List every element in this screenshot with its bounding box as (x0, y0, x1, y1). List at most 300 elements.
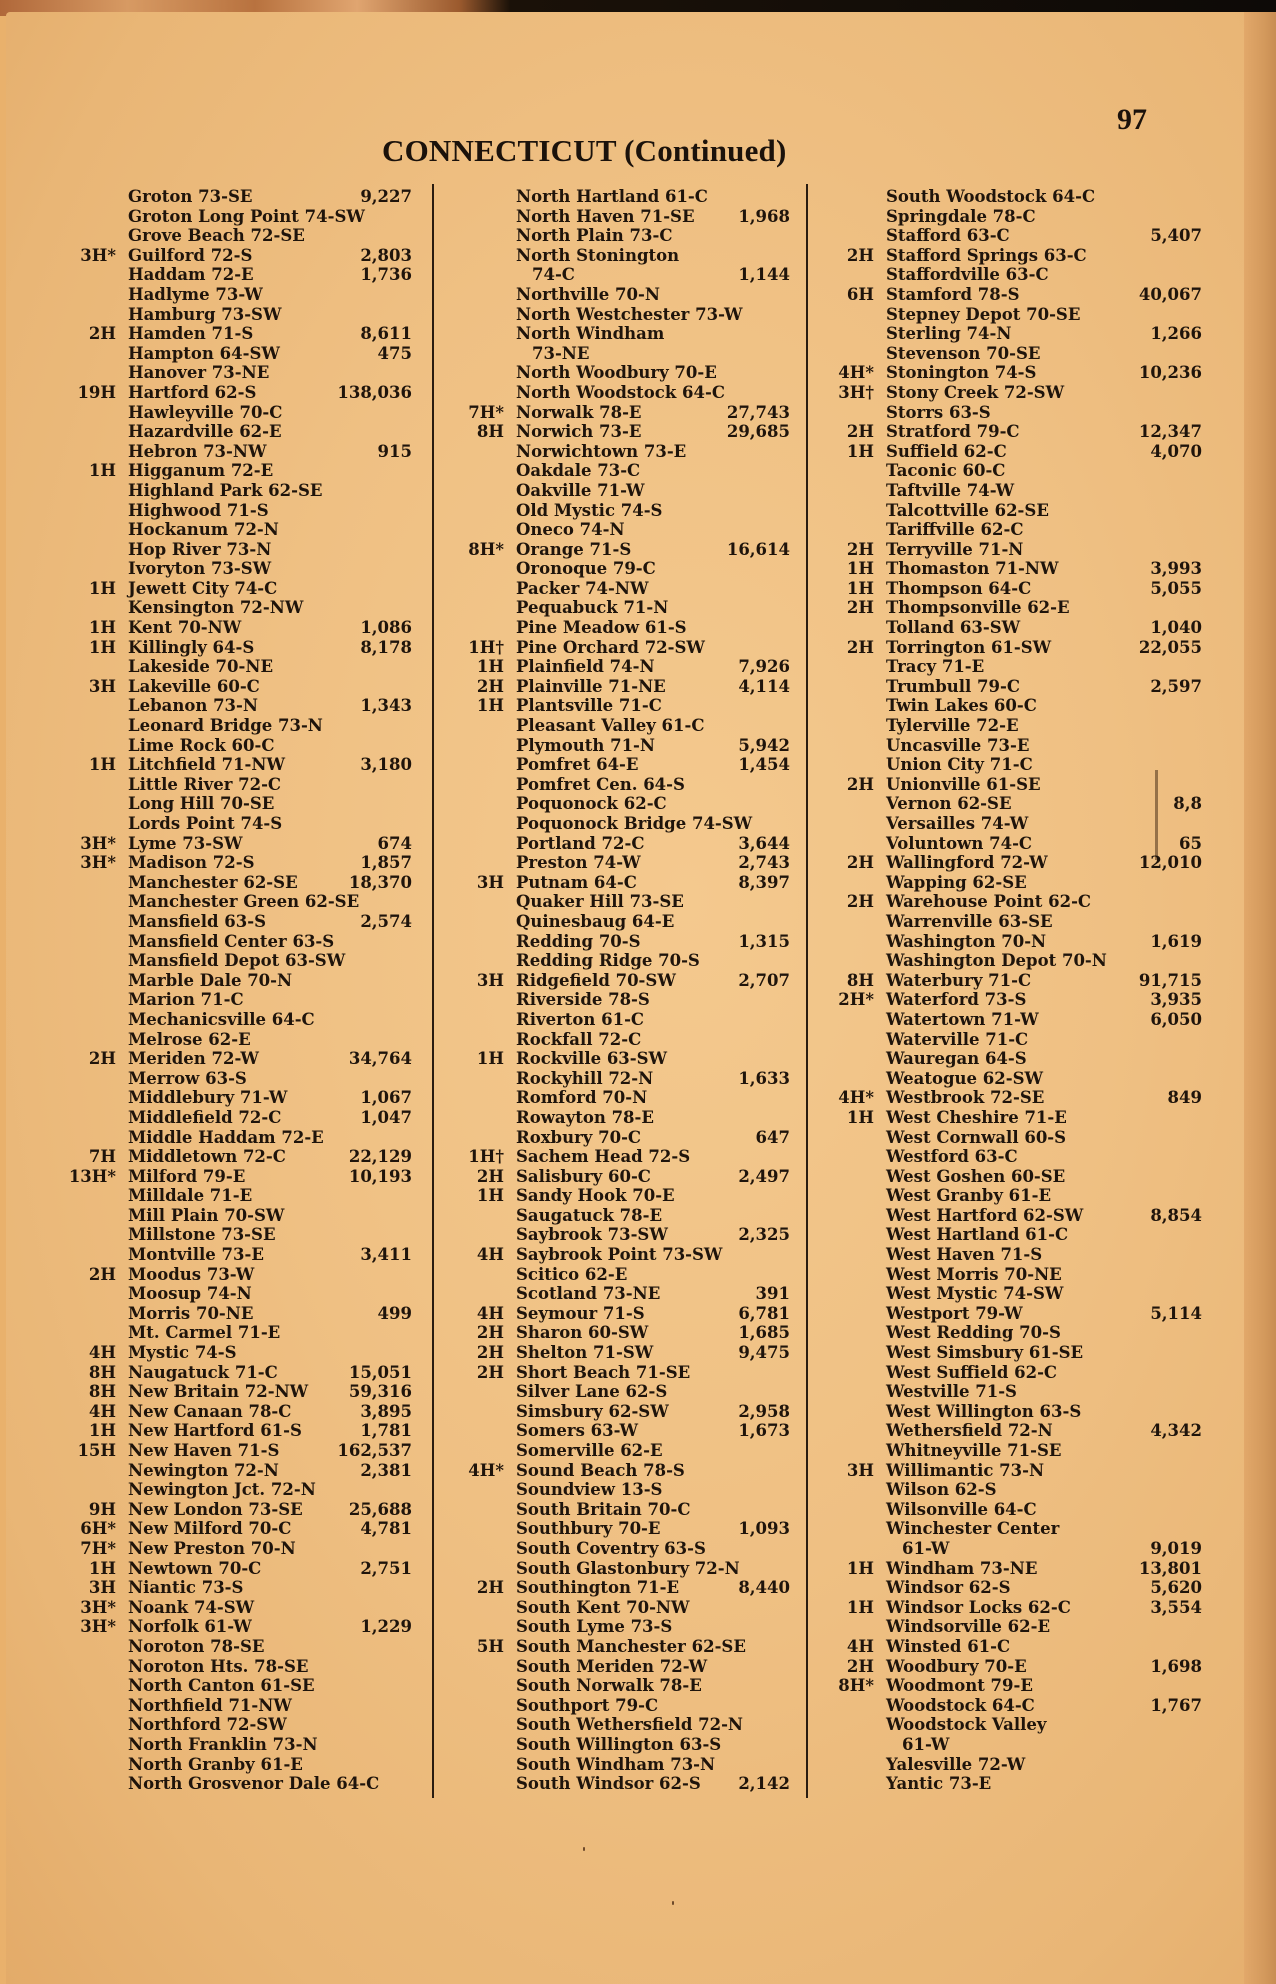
gazetteer-entry (60, 481, 428, 501)
place-name-and-map-key: Scotland 73-NE (516, 1284, 661, 1304)
place-name-and-map-key: Oronoque 79-C (516, 559, 656, 579)
gazetteer-entry (448, 1382, 804, 1402)
gazetteer-entry (60, 1735, 428, 1755)
population: 25,688 (348, 1499, 412, 1519)
place-name-and-map-key: West Goshen 60-SE (886, 1166, 1066, 1186)
gazetteer-entry (818, 1363, 1216, 1383)
gazetteer-entry (818, 481, 1216, 501)
gazetteer-entry (60, 1480, 428, 1500)
place-name-and-map-key: Millstone 73-SE (128, 1225, 276, 1245)
population: 9,019 (1150, 1538, 1202, 1558)
hotel-count-mark: 1H† (468, 1147, 504, 1167)
gazetteer-entry (818, 1343, 1216, 1363)
gazetteer-entry (818, 1480, 1216, 1500)
gazetteer-entry (60, 187, 428, 207)
place-name-and-map-key: Putnam 64-C (516, 872, 637, 892)
place-name-and-map-key: South Meriden 72-W (516, 1656, 708, 1676)
gazetteer-entry (818, 207, 1216, 227)
gazetteer-entry (818, 1225, 1216, 1245)
place-name-and-map-key: North Canton 61-SE (128, 1676, 315, 1696)
gazetteer-entry (818, 598, 1216, 618)
hotel-count-mark: 2H (846, 422, 874, 442)
place-name-and-map-key: Lyme 73-SW (128, 833, 243, 853)
place-name-and-map-key: Kensington 72-NW (128, 598, 304, 618)
gazetteer-entry (448, 1265, 804, 1285)
place-name-and-map-key: North Woodbury 70-E (516, 363, 717, 383)
place-name-and-map-key: Taftville 74-W (886, 480, 1015, 500)
hotel-count-mark: 4H* (468, 1460, 504, 1480)
hotel-count-mark: 1H (476, 696, 504, 716)
gazetteer-entry (448, 834, 804, 854)
gazetteer-entry (818, 1519, 1216, 1539)
gazetteer-entry (448, 1755, 804, 1775)
gazetteer-entry (818, 1049, 1216, 1069)
gazetteer-entry (818, 677, 1216, 697)
population: 12,010 (1138, 853, 1202, 873)
place-name-and-map-key: Newtown 70-C (128, 1558, 262, 1578)
population: 5,942 (738, 735, 790, 755)
place-name-and-map-key: Warrenville 63-SE (886, 911, 1053, 931)
population: 8,397 (738, 872, 790, 892)
population: 1,229 (360, 1617, 412, 1637)
column-divider (432, 184, 434, 1798)
hotel-count-mark: 15H (77, 1441, 116, 1460)
gazetteer-entry (818, 912, 1216, 932)
population: 2,142 (738, 1774, 790, 1794)
gazetteer-entry (448, 1715, 804, 1735)
place-name-and-map-key: Quaker Hill 73-SE (516, 892, 684, 912)
place-name-and-map-key: Romford 70-N (516, 1088, 648, 1108)
gazetteer-entry (60, 1323, 428, 1343)
place-name-and-map-key: Hebron 73-NW (128, 441, 267, 461)
place-name-and-map-key: Saybrook 73-SW (516, 1225, 668, 1245)
gazetteer-entry (60, 559, 428, 579)
gazetteer-entry (60, 1500, 428, 1520)
hotel-count-mark: 6H (846, 284, 874, 304)
place-name-and-map-key: Middletown 72-C (128, 1147, 286, 1167)
hotel-count-mark: 2H (476, 676, 504, 696)
gazetteer-entry (448, 971, 804, 991)
place-name-and-map-key: Suffield 62-C (886, 441, 1007, 461)
gazetteer-entry (60, 1108, 428, 1128)
place-name-and-map-key: Marion 71-C (128, 990, 244, 1010)
gazetteer-entry (818, 951, 1216, 971)
gazetteer-entry (818, 1323, 1216, 1343)
gazetteer-entry (448, 1421, 804, 1441)
gazetteer-entry (448, 187, 804, 207)
place-name-and-map-key: Winsted 61-C (886, 1636, 1011, 1656)
gazetteer-entry (60, 853, 428, 873)
hotel-count-mark: 1H (88, 618, 116, 638)
hotel-count-mark: 7H* (80, 1538, 116, 1558)
gazetteer-entry (818, 873, 1216, 893)
place-name-and-map-key: Redding Ridge 70-S (516, 951, 700, 971)
gazetteer-entry (448, 540, 804, 560)
place-name-and-map-key: Voluntown 74-C (886, 833, 1033, 853)
place-name-and-map-key: Ivoryton 73-SW (128, 559, 272, 579)
hotel-count-mark: 2H (846, 853, 874, 873)
place-name-and-map-key: West Mystic 74-SW (886, 1284, 1064, 1304)
place-name-and-map-key: Guilford 72-S (128, 245, 253, 265)
hotel-count-mark: 1H (846, 441, 874, 461)
gazetteer-entry (448, 1539, 804, 1559)
gazetteer-entry (60, 1206, 428, 1226)
place-name-and-map-key: Middlebury 71-W (128, 1088, 288, 1108)
hotel-count-mark: 1H (846, 1597, 874, 1617)
place-name-and-map-key: Riverton 61-C (516, 1009, 645, 1029)
hotel-count-mark: 2H (88, 1049, 116, 1069)
place-name-and-map-key: Lakeside 70-NE (128, 657, 274, 677)
place-name-and-map-key: Yantic 73-E (886, 1774, 992, 1794)
place-name-and-map-key: North Woodstock 64-C (516, 382, 725, 402)
gazetteer-entry (818, 892, 1216, 912)
population: 18,370 (348, 872, 412, 892)
gazetteer-entry (60, 873, 428, 893)
population: 2,574 (360, 911, 412, 931)
place-name-and-map-key: Manchester Green 62-SE (128, 892, 360, 912)
gazetteer-entry (818, 1421, 1216, 1441)
gazetteer-entry (60, 696, 428, 716)
gazetteer-entry (60, 1167, 428, 1187)
hotel-count-mark: 2H (846, 774, 874, 794)
hotel-count-mark: 2H (846, 1656, 874, 1676)
gazetteer-entry (448, 755, 804, 775)
place-name-and-map-key: Saybrook Point 73-SW (516, 1245, 723, 1265)
population: 2,497 (738, 1166, 790, 1186)
place-name-and-map-key: South Norwalk 78-E (516, 1676, 702, 1696)
gazetteer-entry (60, 775, 428, 795)
hotel-count-mark: 1H (88, 461, 116, 481)
gazetteer-entry (448, 1441, 804, 1461)
population: 7,926 (738, 657, 790, 677)
place-name-and-map-key: Wilson 62-S (886, 1480, 997, 1500)
hotel-count-mark: 4H (88, 1343, 116, 1363)
gazetteer-entry (818, 403, 1216, 423)
place-name-and-map-key: Hockanum 72-N (128, 520, 279, 540)
place-name-and-map-key: Merrow 63-S (128, 1068, 247, 1088)
gazetteer-entry (818, 285, 1216, 305)
gazetteer-entry (448, 1676, 804, 1696)
gazetteer-entry (60, 1715, 428, 1735)
place-name-and-map-key: Washington 70-N (886, 931, 1047, 951)
gazetteer-entry (818, 1696, 1216, 1716)
gazetteer-entry (448, 696, 804, 716)
gazetteer-column-1 (60, 187, 428, 1794)
gazetteer-entry (818, 794, 1216, 814)
place-name-and-map-key: Waterbury 71-C (886, 970, 1032, 990)
hotel-count-mark: 2H (846, 539, 874, 559)
gazetteer-entry (448, 1500, 804, 1520)
population: 10,193 (348, 1166, 412, 1186)
hotel-count-mark: 2H (88, 324, 116, 344)
place-name-and-map-key: Westport 79-W (886, 1303, 1023, 1323)
gazetteer-entry (60, 1578, 428, 1598)
population: 8,611 (360, 324, 412, 344)
place-name-and-map-key: Stevenson 70-SE (886, 343, 1041, 363)
place-name-and-map-key: South Lyme 73-S (516, 1617, 673, 1637)
population: 1,454 (738, 755, 790, 775)
place-name-and-map-key: Highwood 71-S (128, 500, 269, 520)
gazetteer-entry (818, 1284, 1216, 1304)
hotel-count-mark: 3H† (838, 382, 874, 402)
population: 1,047 (360, 1107, 412, 1127)
place-name-and-map-key: Naugatuck 71-C (128, 1362, 278, 1382)
hotel-count-mark: 8H (476, 422, 504, 442)
place-name-and-map-key: Oakdale 73-C (516, 461, 641, 481)
hotel-count-mark: 8H (88, 1362, 116, 1382)
gazetteer-entry (60, 1598, 428, 1618)
place-name-and-map-key: Westford 63-C (886, 1147, 1018, 1167)
population: 2,751 (360, 1558, 412, 1578)
place-name-and-map-key: Oneco 74-N (516, 520, 625, 540)
place-name-and-map-key: Little River 72-C (128, 774, 282, 794)
place-name-and-map-key: Mansfield Depot 63-SW (128, 951, 346, 971)
gazetteer-entry (818, 1441, 1216, 1461)
place-name-and-map-key: Salisbury 60-C (516, 1166, 651, 1186)
place-name-and-map-key: Torrington 61-SW (886, 637, 1052, 657)
hotel-count-mark: 5H (476, 1636, 504, 1656)
gazetteer-entry (448, 285, 804, 305)
population: 849 (1167, 1088, 1202, 1108)
place-name-and-map-key: Stamford 78-S (886, 284, 1020, 304)
place-name-and-map-key: West Cheshire 71-E (886, 1107, 1067, 1127)
place-name-and-map-key: Silver Lane 62-S (516, 1382, 668, 1402)
gazetteer-entry (818, 1461, 1216, 1481)
gazetteer-entry (818, 1402, 1216, 1422)
population: 1,315 (738, 931, 790, 951)
gazetteer-entry (818, 1598, 1216, 1618)
population: 162,537 (337, 1441, 412, 1460)
gazetteer-entry (60, 1186, 428, 1206)
gazetteer-entry (818, 1617, 1216, 1637)
population: 1,685 (738, 1323, 790, 1343)
gazetteer-entry (818, 696, 1216, 716)
gazetteer-entry (448, 1167, 804, 1187)
gazetteer-entry (448, 716, 804, 736)
place-name-and-map-key: New Britain 72-NW (128, 1382, 309, 1402)
place-name-and-map-key: Simsbury 62-SW (516, 1401, 669, 1421)
gazetteer-entry (60, 226, 428, 246)
gazetteer-entry (60, 1774, 428, 1794)
gazetteer-entry (60, 1284, 428, 1304)
gazetteer-entry (818, 1755, 1216, 1775)
gazetteer-entry (818, 305, 1216, 325)
population: 5,055 (1150, 578, 1202, 598)
gazetteer-entry (60, 1559, 428, 1579)
place-name-and-map-key: North Westchester 73-W (516, 304, 743, 324)
hotel-count-mark: 2H (846, 598, 874, 618)
gazetteer-entry (60, 579, 428, 599)
population: 9,227 (360, 187, 412, 206)
hotel-count-mark: 3H* (80, 1597, 116, 1617)
place-name-and-map-key: Mansfield 63-S (128, 911, 267, 931)
gazetteer-entry (448, 1637, 804, 1657)
place-name-and-map-key: Pequabuck 71-N (516, 598, 669, 618)
gazetteer-entry (818, 1657, 1216, 1677)
book-page-edge-right (1244, 12, 1276, 1984)
place-name-and-map-key: Thomaston 71-NW (886, 559, 1059, 579)
hotel-count-mark: 4H (476, 1303, 504, 1323)
place-name-and-map-key: Talcottville 62-SE (886, 500, 1049, 520)
gazetteer-entry (818, 540, 1216, 560)
population: 13,801 (1138, 1558, 1202, 1578)
place-name-and-map-key: Norwalk 78-E (516, 402, 642, 422)
population: 915 (377, 441, 412, 461)
place-name-and-map-key: West Simsbury 61-SE (886, 1343, 1084, 1363)
population: 15,051 (348, 1362, 412, 1382)
place-name-and-map-key: Pomfret Cen. 64-S (516, 774, 685, 794)
gazetteer-entry (60, 285, 428, 305)
gazetteer-entry (448, 344, 804, 364)
gazetteer-entry (60, 1245, 428, 1265)
gazetteer-entry (448, 1206, 804, 1226)
hotel-count-mark: 1H (846, 1107, 874, 1127)
hotel-count-mark: 4H* (838, 363, 874, 383)
gazetteer-entry (818, 1539, 1216, 1559)
gazetteer-entry (60, 951, 428, 971)
gazetteer-entry (818, 1147, 1216, 1167)
hotel-count-mark: 7H (88, 1147, 116, 1167)
place-name-and-map-key: Windsor 62-S (886, 1578, 1011, 1598)
population: 499 (377, 1303, 412, 1323)
place-name-and-map-key: West Hartford 62-SW (886, 1205, 1084, 1225)
gazetteer-entry (60, 912, 428, 932)
place-name-and-map-key: Shelton 71-SW (516, 1343, 654, 1363)
gazetteer-entry (818, 1382, 1216, 1402)
gazetteer-entry (448, 873, 804, 893)
place-name-and-map-key: Stepney Depot 70-SE (886, 304, 1081, 324)
place-name-and-map-key: Soundview 13-S (516, 1480, 663, 1500)
gazetteer-entry (818, 1578, 1216, 1598)
place-name-and-map-key: Melrose 62-E (128, 1029, 251, 1049)
hotel-count-mark: 1H (476, 1186, 504, 1206)
place-name-and-map-key: Poquonock 62-C (516, 794, 667, 814)
place-name-and-map-key: Riverside 78-S (516, 990, 650, 1010)
population: 1,781 (360, 1421, 412, 1441)
hotel-count-mark: 3H (476, 872, 504, 892)
place-name-and-map-key: Union City 71-C (886, 755, 1033, 775)
place-name-and-map-key: Litchfield 71-NW (128, 755, 285, 775)
population: 3,644 (738, 833, 790, 853)
place-name-and-map-key: Noroton 78-SE (128, 1636, 265, 1656)
place-name-and-map-key: Thompsonville 62-E (886, 598, 1070, 618)
population: 16,614 (726, 539, 790, 559)
place-name-and-map-key: Newington 72-N (128, 1460, 279, 1480)
gazetteer-entry (448, 618, 804, 638)
hotel-count-mark: 2H (476, 1343, 504, 1363)
place-name-and-map-key: Old Mystic 74-S (516, 500, 663, 520)
gazetteer-entry (818, 187, 1216, 207)
hotel-count-mark: 1H (88, 578, 116, 598)
gazetteer-entry (448, 579, 804, 599)
place-name-and-map-key: Wallingford 72-W (886, 853, 1048, 873)
place-name-and-map-key: Stony Creek 72-SW (886, 382, 1065, 402)
gazetteer-entry (60, 1128, 428, 1148)
hotel-count-mark: 2H (846, 245, 874, 265)
place-name-and-map-key: Norwichtown 73-E (516, 441, 687, 461)
population: 2,743 (738, 853, 790, 873)
population: 8,440 (738, 1578, 790, 1598)
population: 2,597 (1150, 676, 1202, 696)
place-name-and-map-key: Lakeville 60-C (128, 676, 260, 696)
place-name-and-map-key: Kent 70-NW (128, 618, 242, 638)
gazetteer-entry (818, 853, 1216, 873)
place-name-and-map-key: Sandy Hook 70-E (516, 1186, 675, 1206)
hotel-count-mark: 2H (846, 637, 874, 657)
place-name-and-map-key: Washington Depot 70-N (886, 951, 1107, 971)
gazetteer-entry (448, 1343, 804, 1363)
population: 8,8 (1173, 794, 1202, 814)
gazetteer-entry (818, 657, 1216, 677)
place-name-and-map-key: Somerville 62-E (516, 1441, 663, 1460)
place-name-and-map-key: Redding 70-S (516, 931, 641, 951)
gazetteer-entry (818, 990, 1216, 1010)
place-name-and-map-key: South Britain 70-C (516, 1499, 691, 1519)
gazetteer-entry (60, 716, 428, 736)
place-name-and-map-key: West Granby 61-E (886, 1186, 1052, 1206)
gazetteer-entry (60, 1382, 428, 1402)
population: 2,707 (738, 970, 790, 990)
place-name-and-map-key: 61-W (902, 1734, 950, 1754)
place-name-and-map-key: West Cornwall 60-S (886, 1127, 1067, 1147)
place-name-and-map-key: Oakville 71-W (516, 480, 645, 500)
place-name-and-map-key: Northville 70-N (516, 284, 660, 304)
gazetteer-entry (60, 1539, 428, 1559)
population: 1,619 (1150, 931, 1202, 951)
place-name-and-map-key: Stafford 63-C (886, 226, 1010, 246)
place-name-and-map-key: Lime Rock 60-C (128, 735, 275, 755)
gazetteer-entry (818, 344, 1216, 364)
hotel-count-mark: 3H (88, 676, 116, 696)
place-name-and-map-key: New Canaan 78-C (128, 1401, 292, 1421)
place-name-and-map-key: Wapping 62-SE (886, 872, 1027, 892)
place-name-and-map-key: Norwich 73-E (516, 422, 642, 442)
gazetteer-entry (448, 305, 804, 325)
gazetteer-entry (818, 501, 1216, 521)
gazetteer-entry (818, 834, 1216, 854)
gazetteer-entry (448, 1519, 804, 1539)
gazetteer-entry (448, 1186, 804, 1206)
place-name-and-map-key: Saugatuck 78-E (516, 1205, 663, 1225)
place-name-and-map-key: Trumbull 79-C (886, 676, 1020, 696)
gazetteer-entry (448, 853, 804, 873)
gazetteer-entry (60, 246, 428, 266)
gazetteer-entry (60, 1010, 428, 1030)
gazetteer-entry (448, 1480, 804, 1500)
population: 12,347 (1138, 422, 1202, 442)
place-name-and-map-key: Leonard Bridge 73-N (128, 716, 323, 736)
place-name-and-map-key: Tolland 63-SW (886, 618, 1021, 638)
gazetteer-entry (448, 1696, 804, 1716)
place-name-and-map-key: Pine Meadow 61-S (516, 618, 687, 638)
gazetteer-entry (60, 794, 428, 814)
gazetteer-entry (60, 638, 428, 658)
gazetteer-entry (60, 1049, 428, 1069)
population: 1,698 (1150, 1656, 1202, 1676)
hotel-count-mark: 3H (476, 970, 504, 990)
place-name-and-map-key: Niantic 73-S (128, 1578, 244, 1598)
place-name-and-map-key: 61-W (902, 1538, 950, 1558)
hotel-count-mark: 1H (846, 559, 874, 579)
gazetteer-entry (818, 579, 1216, 599)
place-name-and-map-key: South Wethersfield 72-N (516, 1715, 743, 1735)
place-name-and-map-key: Storrs 63-S (886, 402, 991, 422)
gazetteer-entry (448, 775, 804, 795)
place-name-and-map-key: Noroton Hts. 78-SE (128, 1656, 309, 1676)
gazetteer-entry (60, 1265, 428, 1285)
hotel-count-mark: 6H* (80, 1519, 116, 1539)
gazetteer-entry (448, 794, 804, 814)
